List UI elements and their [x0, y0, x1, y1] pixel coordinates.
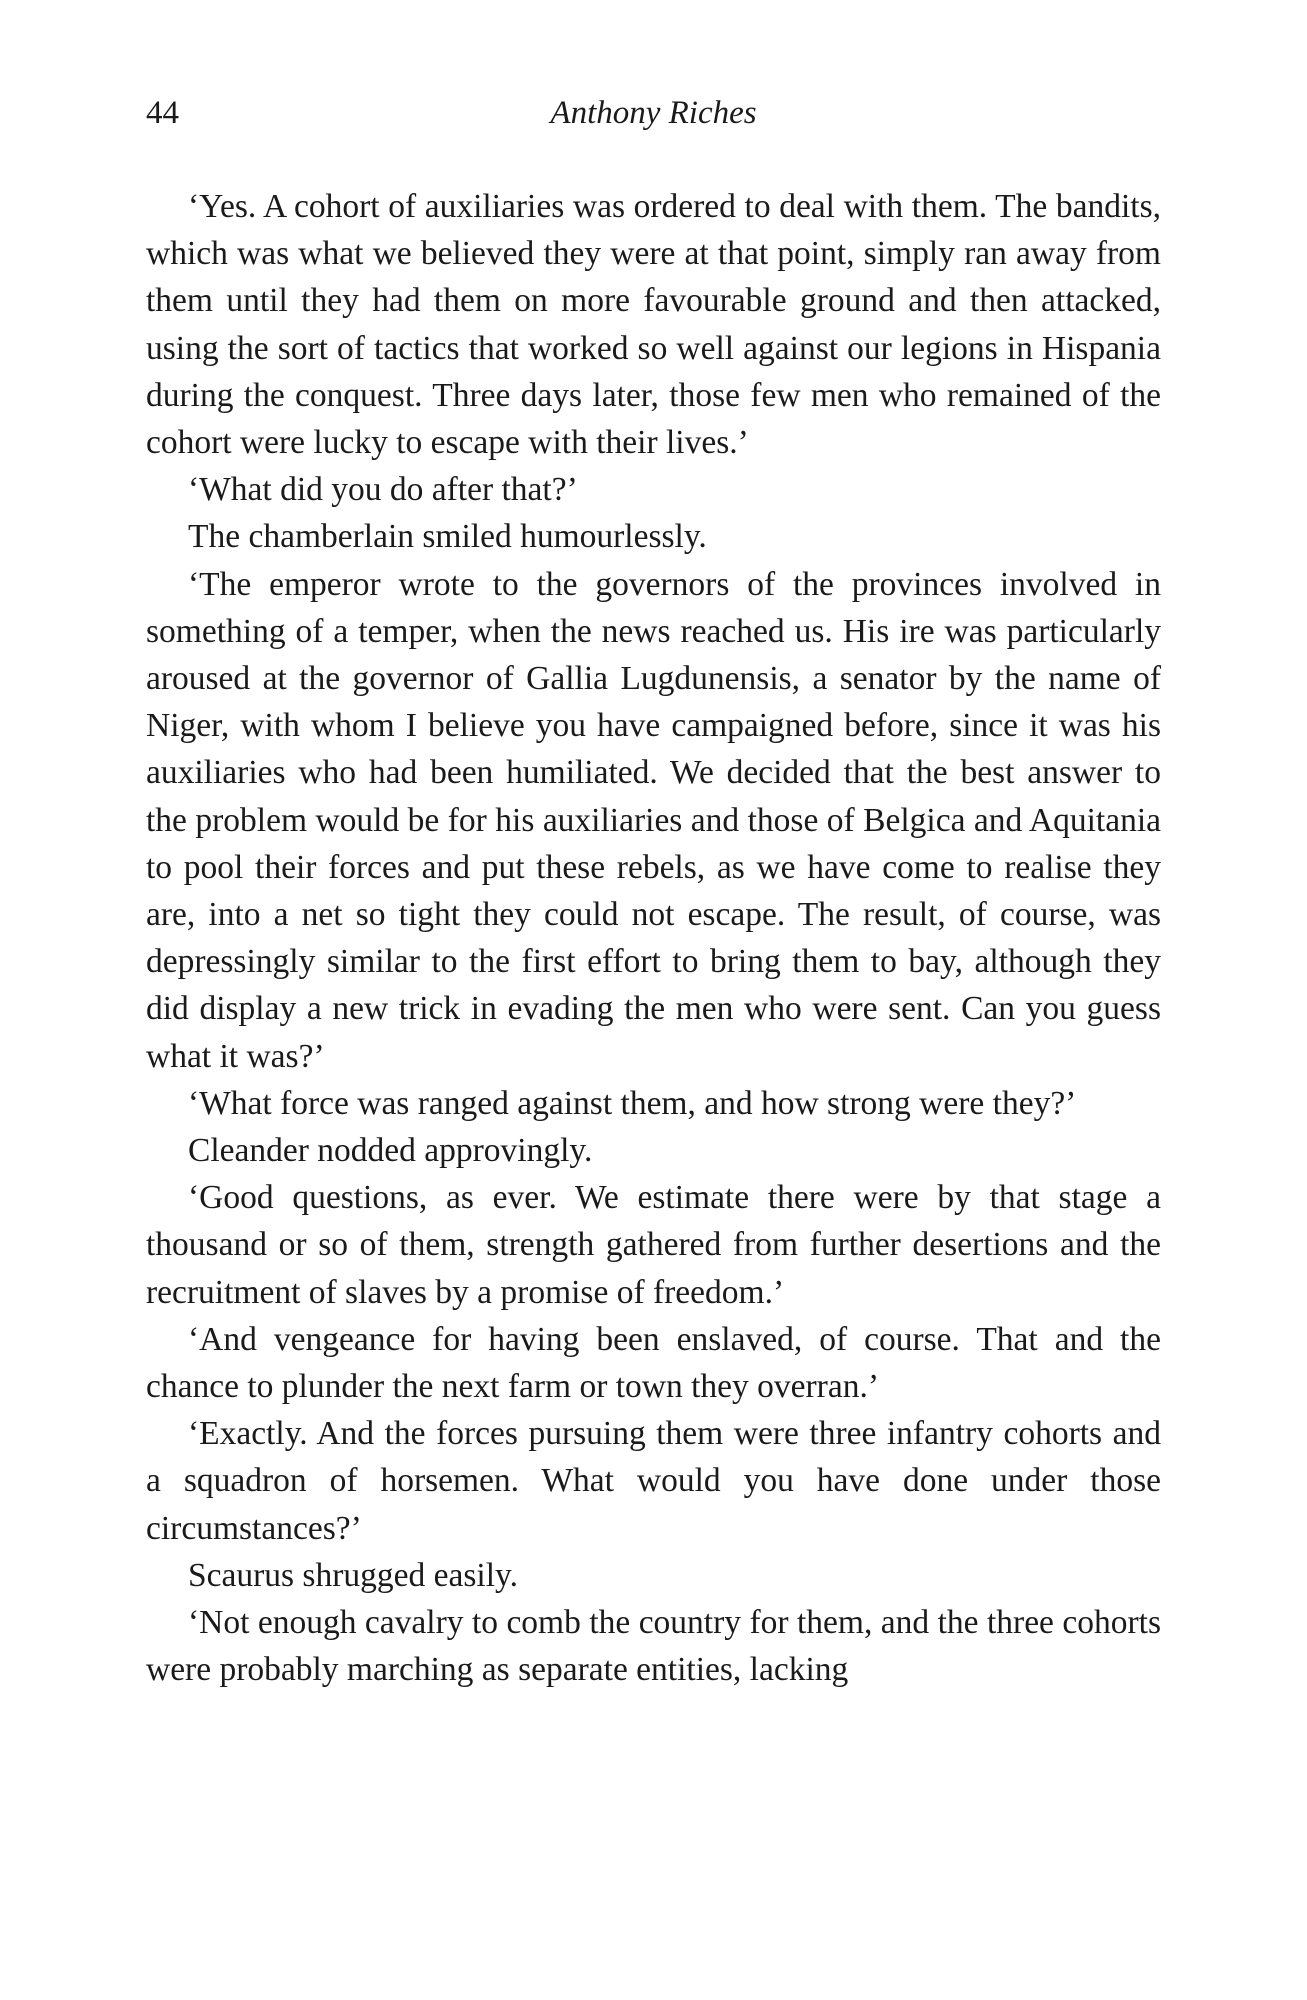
paragraph: ‘The emperor wrote to the governors of the provinces involved in something of a temper, when the news reached us. His ire was particularly aroused at the governor of Gallia Lugdunensis, a senator by the name of Niger, with whom I believe you have campaigned before, since it was his auxiliaries who had been humiliated. We decided that the best answer to the problem would be for his auxiliaries and those of Belgica and Aquitania to pool their forces and put these rebels, as we have come to realise they are, into a net so tight they could not escape. The result, of course, was depressingly similar to the first effort to bring them to bay, although they did display a new trick in evading the men who were sent. Can you guess what it was?’	[146, 565, 1161, 1075]
paragraph: The chamberlain smiled humourlessly.	[188, 518, 707, 556]
paragraph: ‘Exactly. And the forces pursuing them were three infantry cohorts and a squadron of horsemen. What would you have done under those circumstances?’	[146, 1415, 1161, 1547]
paragraph: ‘What did you do after that?’	[188, 471, 578, 509]
paragraph: ‘What force was ranged against them, and how strong were they?’	[188, 1084, 1077, 1122]
body-text	[146, 183, 1161, 1694]
running-head-author: Anthony Riches	[550, 95, 757, 131]
paragraph: ‘Not enough cavalry to comb the country for them, and the three cohorts were probably marching as separate entities, lacking	[146, 1604, 1161, 1689]
page-number: 44	[146, 95, 179, 131]
paragraph: Cleander nodded approvingly.	[188, 1132, 593, 1170]
paragraph: ‘And vengeance for having been enslaved, of course. That and the chance to plunder the next farm or town they overran.’	[146, 1320, 1161, 1406]
paragraph: Scaurus shrugged easily.	[188, 1556, 518, 1594]
paragraph: ‘Good questions, as ever. We estimate there were by that stage a thousand or so of them, strength gathered from further desertions and the recruitment of slaves by a promise of freedom.’	[146, 1179, 1161, 1311]
page-header	[146, 88, 1161, 138]
paragraph: ‘Yes. A cohort of auxiliaries was ordered to deal with them. The bandits, which was what we believed they were at that point, simply ran away from them until they had them on more favourable ground and then attacked, using the sort of tactics that worked so well against our legions in Hispania during the conquest. Three days later, those few men who remained of the cohort were lucky to escape with their lives.’	[146, 188, 1161, 462]
